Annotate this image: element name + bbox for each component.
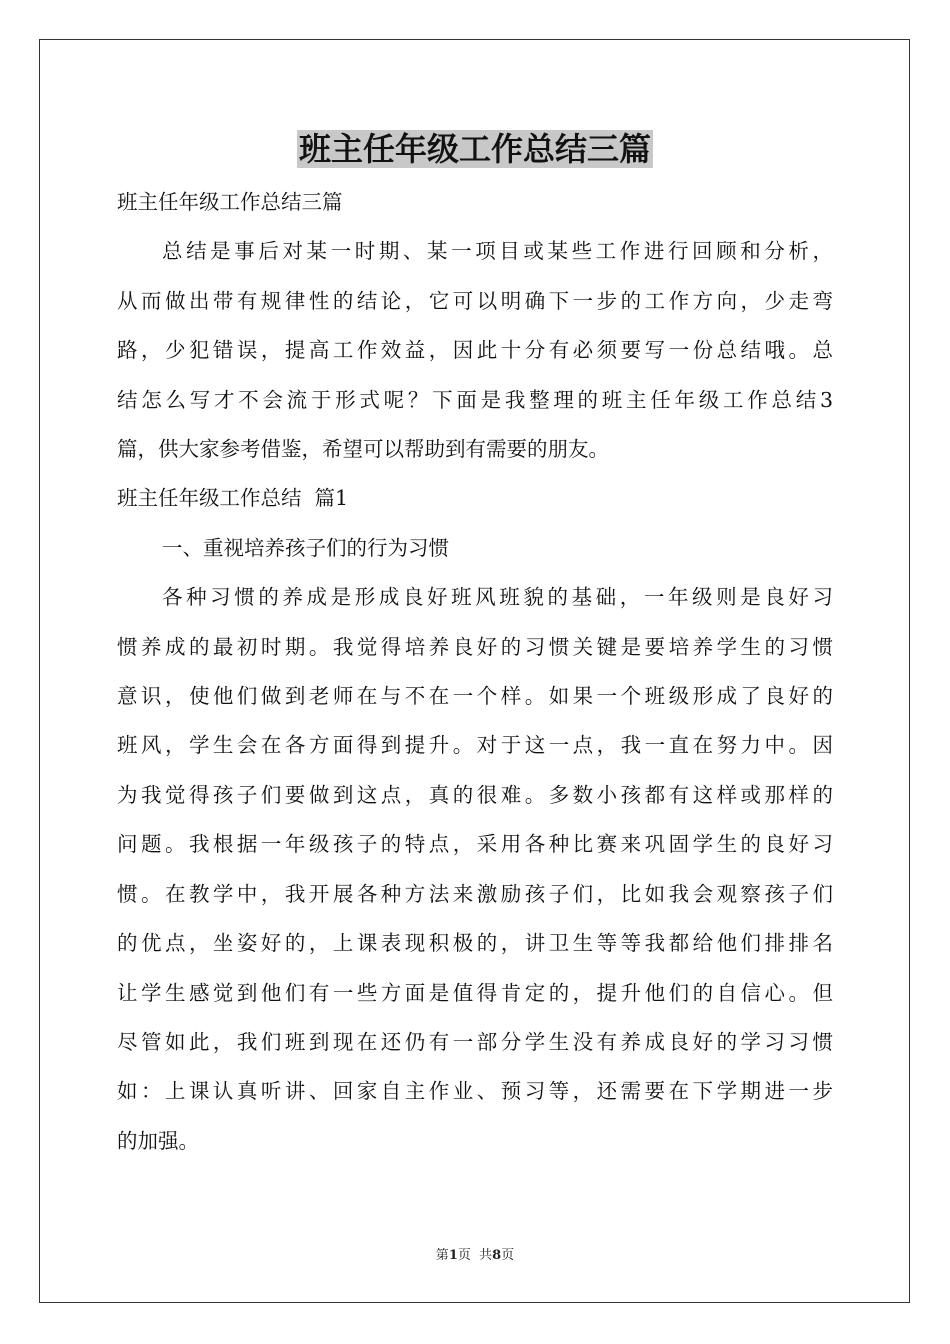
paragraph-line: 问题。我根据一年级孩子的特点，采用各种比赛来巩固学生的良好习 <box>117 832 833 857</box>
paragraph-line: 从而做出带有规律性的结论，它可以明确下一步的工作方向，少走弯 <box>117 288 833 313</box>
paragraph-line: 尽管如此，我们班到现在还仍有一部分学生没有养成良好的学习习惯 <box>117 1029 833 1054</box>
paragraph-line: 路，少犯错误，提高工作效益，因此十分有必须要写一份总结哦。总 <box>117 338 833 363</box>
paragraph-line: 意识，使他们做到老师在与不在一个样。如果一个班级形成了良好的 <box>117 684 833 709</box>
paragraph-line: 惯。在教学中，我开展各种方法来激励孩子们，比如我会观察孩子们 <box>117 881 833 906</box>
paragraph-line: 的加强。 <box>117 1128 199 1153</box>
paragraph-line: 如：上课认真听讲、回家自主作业、预习等，还需要在下学期进一步 <box>117 1079 833 1104</box>
paragraph-line: 结怎么写才不会流于形式呢？下面是我整理的班主任年级工作总结3 <box>117 387 833 412</box>
footer-prefix: 第 <box>435 1248 449 1263</box>
paragraph-line: 班风，学生会在各方面得到提升。对于这一点，我一直在努力中。因 <box>117 733 833 758</box>
footer-total-pages: 8 <box>492 1248 502 1263</box>
footer-suffix: 页 <box>501 1248 515 1263</box>
document-title <box>0 126 950 172</box>
paragraph-line: 惯养成的最初时期。我觉得培养良好的习惯关键是要培养学生的习惯 <box>117 634 833 659</box>
paragraph-line: 各种习惯的养成是形成良好班风班貌的基础，一年级则是良好习 <box>162 585 833 610</box>
footer-mid: 页 共 <box>457 1248 493 1263</box>
page-footer <box>0 1247 950 1265</box>
paragraph-line: 篇，供大家参考借鉴，希望可以帮助到有需要的朋友。 <box>117 437 609 462</box>
paragraph-line: 为我觉得孩子们要做到这点，真的很难。多数小孩都有这样或那样的 <box>117 782 833 807</box>
intro-paragraph <box>117 227 833 474</box>
paragraph-line: 的优点，坐姿好的，上课表现积极的，讲卫生等等我都给他们排排名 <box>117 931 833 956</box>
sub-heading: 一、重视培养孩子们的行为习惯 <box>162 535 449 560</box>
paragraph-line: 总结是事后对某一时期、某一项目或某些工作进行回顾和分析， <box>162 239 833 264</box>
document-title-text: 班主任年级工作总结三篇 <box>298 130 651 168</box>
paragraph-line: 让学生感觉到他们有一些方面是值得肯定的，提升他们的自信心。但 <box>117 980 833 1005</box>
body-paragraph <box>117 573 833 1166</box>
section-heading: 班主任年级工作总结 篇1 <box>117 486 349 511</box>
footer-page-number: 1 <box>448 1248 458 1263</box>
document-body <box>117 178 833 1166</box>
document-subtitle: 班主任年级工作总结三篇 <box>117 190 343 214</box>
